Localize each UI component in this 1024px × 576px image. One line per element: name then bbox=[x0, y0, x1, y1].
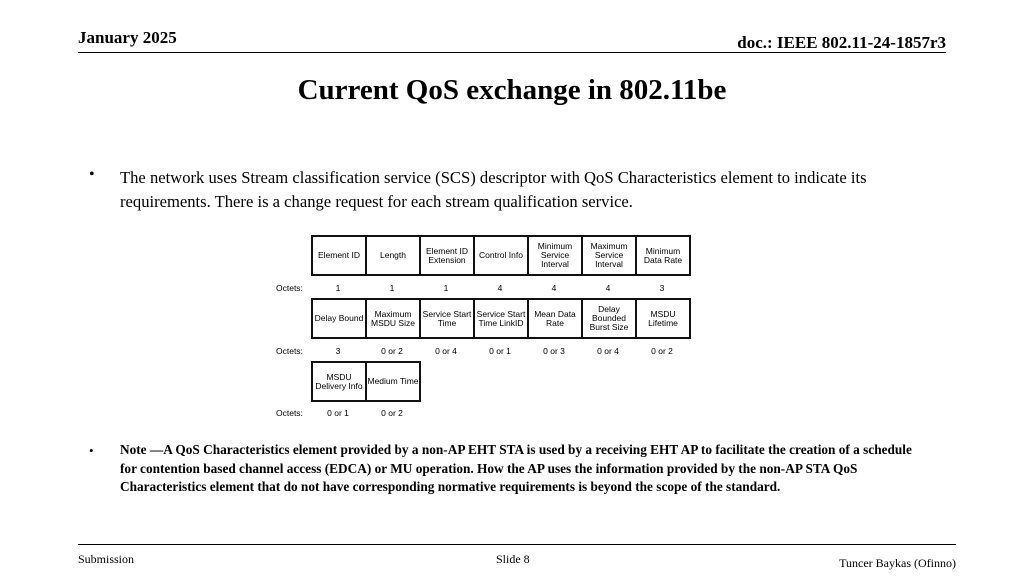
field-cell bbox=[473, 298, 529, 339]
field-name: Minimum Service Interval bbox=[537, 241, 573, 269]
field-octets: 0 or 1 bbox=[489, 346, 511, 356]
field-octets: 1 bbox=[443, 283, 449, 293]
field-name: Mean Data Rate bbox=[534, 308, 576, 328]
field-octets: 3 bbox=[659, 283, 665, 293]
field-name: Service Start Time bbox=[422, 308, 472, 328]
field-name: Minimum Data Rate bbox=[643, 245, 683, 265]
field-cell bbox=[365, 361, 421, 402]
field-name: Element ID Extension bbox=[425, 245, 469, 265]
field-cell bbox=[419, 235, 475, 276]
field-name: MSDU Lifetime bbox=[648, 308, 678, 328]
field-cell bbox=[635, 235, 691, 276]
footer-author: Tuncer Baykas (Ofinno) bbox=[839, 556, 956, 570]
field-octets: 0 or 2 bbox=[381, 408, 403, 418]
field-name: Element ID bbox=[317, 250, 361, 260]
field-name: Delay Bound bbox=[314, 313, 364, 323]
field-cell bbox=[311, 298, 367, 339]
field-cell bbox=[635, 298, 691, 339]
header-doc-id: doc.: IEEE 802.11-24-1857r3 bbox=[737, 33, 946, 52]
field-cell bbox=[311, 235, 367, 276]
field-octets: 0 or 2 bbox=[651, 346, 673, 356]
bullet-symbol-1: • bbox=[89, 166, 95, 183]
field-octets: 1 bbox=[389, 283, 395, 293]
octets-label: Octets: bbox=[276, 283, 303, 293]
octets-label: Octets: bbox=[276, 408, 303, 418]
field-octets: 0 or 3 bbox=[543, 346, 565, 356]
field-octets: 0 or 4 bbox=[435, 346, 457, 356]
header-date: January 2025 bbox=[78, 28, 177, 47]
field-cell bbox=[311, 361, 367, 402]
field-octets: 0 or 2 bbox=[381, 346, 403, 356]
bullet-symbol-2: • bbox=[89, 443, 94, 458]
field-cell bbox=[473, 235, 529, 276]
field-name: Medium Time bbox=[367, 376, 419, 386]
field-cell bbox=[365, 298, 421, 339]
field-name: Service Start Time LinkID bbox=[476, 308, 526, 328]
field-cell bbox=[527, 298, 583, 339]
field-octets: 1 bbox=[335, 283, 341, 293]
field-name: Maximum Service Interval bbox=[590, 241, 628, 269]
field-octets: 3 bbox=[335, 346, 341, 356]
field-name: Length bbox=[380, 250, 406, 260]
footer-rule bbox=[78, 544, 956, 545]
field-octets: 0 or 4 bbox=[597, 346, 619, 356]
field-name: Delay Bounded Burst Size bbox=[589, 304, 629, 332]
field-cell bbox=[581, 298, 637, 339]
bullet-text-note: Note —A QoS Characteristics element provided by a non-AP EHT STA is used by a receiving EHT AP to facilitate the creation of a schedule for contention based channel access (EDCA) or MU operation. How the AP uses the information provided by the non-AP STA QoS Characteristics element that do not have corresponding normative requirements is beyond the scope of the standard. bbox=[120, 442, 912, 494]
field-cell bbox=[365, 235, 421, 276]
field-cell bbox=[419, 298, 475, 339]
field-octets: 4 bbox=[551, 283, 557, 293]
field-octets: 0 or 1 bbox=[327, 408, 349, 418]
field-name: MSDU Delivery Info bbox=[315, 371, 363, 391]
header-rule bbox=[78, 52, 946, 53]
field-octets: 4 bbox=[497, 283, 503, 293]
field-name: Control Info bbox=[479, 250, 523, 260]
octets-label: Octets: bbox=[276, 346, 303, 356]
bullet-text-1: The network uses Stream classification service (SCS) descriptor with QoS Characteristics element to indicate its requirements. There is a change request for each stream qualification service. bbox=[120, 168, 867, 211]
slide-title: Current QoS exchange in 802.11be bbox=[297, 74, 727, 106]
field-cell bbox=[527, 235, 583, 276]
field-octets: 4 bbox=[605, 283, 611, 293]
field-cell bbox=[581, 235, 637, 276]
footer-slide-number: Slide 8 bbox=[496, 552, 530, 566]
footer-submission: Submission bbox=[78, 552, 135, 566]
field-name: Maximum MSDU Size bbox=[371, 308, 415, 328]
